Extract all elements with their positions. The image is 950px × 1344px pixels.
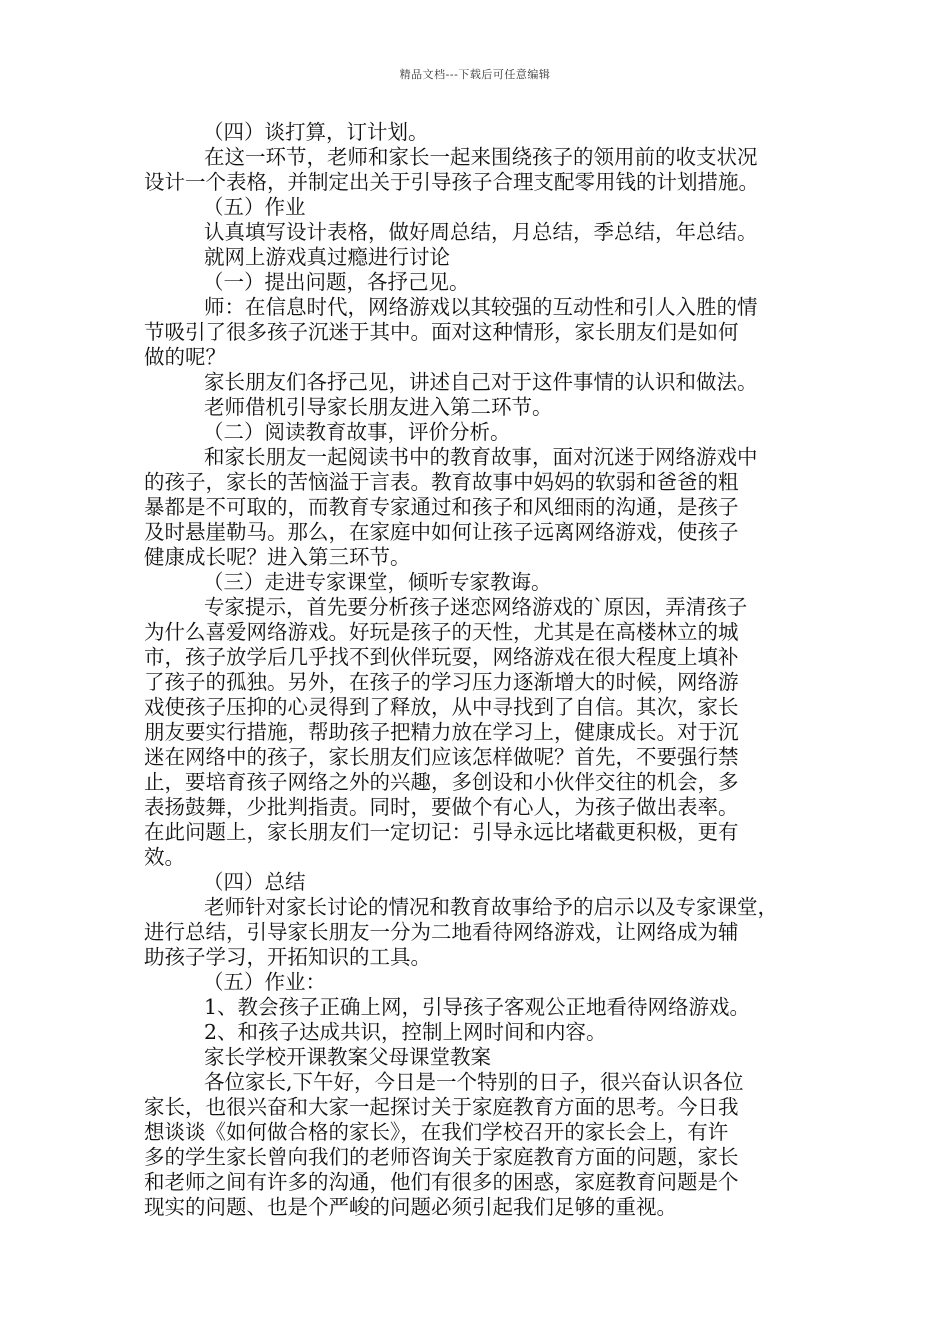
text-line: 认真填写设计表格，做好周总结，月总结，季总结，年总结。 xyxy=(204,220,758,244)
text-line: 做的呢？ xyxy=(144,345,226,369)
text-line: 止，要培育孩子网络之外的兴趣，多创设和小伙伴交往的机会，多 xyxy=(144,770,739,794)
text-line: 想谈谈《如何做合格的家长》，在我们学校召开的家长会上，有许 xyxy=(144,1120,729,1144)
text-line: 师：在信息时代，网络游戏以其较强的互动性和引人入胜的情 xyxy=(204,295,758,319)
text-line: （二）阅读教育故事，评价分析。 xyxy=(203,420,511,444)
text-line: 朋友要实行措施，帮助孩子把精力放在学习上，健康成长。对于沉 xyxy=(144,720,739,744)
text-line: 戏使孩子压抑的心灵得到了释放，从中寻找到了自信。其次，家长 xyxy=(144,695,739,719)
text-line: 设计一个表格，并制定出关于引导孩子合理支配零用钱的计划措施。 xyxy=(144,170,759,194)
text-line: 老师针对家长讨论的情况和教育故事给予的启示以及专家课堂， xyxy=(204,895,778,919)
text-line: 家长学校开课教案父母课堂教案 xyxy=(204,1045,491,1069)
text-line: 2、和孩子达成共识，控制上网时间和内容。 xyxy=(204,1020,607,1044)
text-line: 家长朋友们各抒己见，讲述自己对于这件事情的认识和做法。 xyxy=(204,370,758,394)
text-line: （一）提出问题，各抒己见。 xyxy=(203,270,470,294)
text-line: 在这一环节，老师和家长一起来围绕孩子的领用前的收支状况 xyxy=(204,145,758,169)
text-line: 老师借机引导家长朋友进入第二环节。 xyxy=(204,395,553,419)
text-line: 在此问题上，家长朋友们一定切记：引导永远比堵截更积极，更有 xyxy=(144,820,739,844)
text-line: 迷在网络中的孩子，家长朋友们应该怎样做呢？首先，不要强行禁 xyxy=(144,745,739,769)
text-line: 为什么喜爱网络游戏。好玩是孩子的天性，尤其是在高楼林立的城 xyxy=(144,620,739,644)
text-line: 暴都是不可取的，而教育专家通过和孩子和风细雨的沟通，是孩子 xyxy=(144,495,739,519)
text-line: 专家提示，首先要分析孩子迷恋网络游戏的`原因，弄清孩子 xyxy=(204,595,748,619)
text-line: 进行总结，引导家长朋友一分为二地看待网络游戏，让网络成为辅 xyxy=(144,920,739,944)
text-line: 家长，也很兴奋和大家一起探讨关于家庭教育方面的思考。今日我 xyxy=(144,1095,739,1119)
text-line: 和家长朋友一起阅读书中的教育故事，面对沉迷于网络游戏中 xyxy=(204,445,758,469)
text-line: 助孩子学习，开拓知识的工具。 xyxy=(144,945,431,969)
text-line: 健康成长呢？进入第三环节。 xyxy=(144,545,411,569)
text-line: 表扬鼓舞，少批判指责。同时，要做个有心人，为孩子做出表率。 xyxy=(144,795,739,819)
text-line: 及时悬崖勒马。那么，在家庭中如何让孩子远离网络游戏，使孩子 xyxy=(144,520,739,544)
text-line: 节吸引了很多孩子沉迷于其中。面对这种情形，家长朋友们是如何 xyxy=(144,320,739,344)
text-line: （五）作业 xyxy=(203,195,306,219)
text-line: 市，孩子放学后几乎找不到伙伴玩耍，网络游戏在很大程度上填补 xyxy=(144,645,739,669)
document-body xyxy=(144,120,824,1220)
text-line: 效。 xyxy=(144,845,185,869)
text-line: 各位家长,下午好，今日是一个特别的日子，很兴奋认识各位 xyxy=(204,1070,744,1094)
text-line: 1、教会孩子正确上网，引导孩子客观公正地看待网络游戏。 xyxy=(204,995,751,1019)
page-header: 精品文档---下载后可任意编辑 xyxy=(399,68,551,81)
text-line: （四）谈打算，订计划。 xyxy=(203,120,429,144)
text-line: （四）总结 xyxy=(203,870,306,894)
text-line: （三）走进专家课堂，倾听专家教诲。 xyxy=(203,570,552,594)
text-line: 多的学生家长曾向我们的老师咨询关于家庭教育方面的问题，家长 xyxy=(144,1145,739,1169)
text-line: 了孩子的孤独。另外，在孩子的学习压力逐渐增大的时候，网络游 xyxy=(144,670,739,694)
text-line: 的孩子，家长的苦恼溢于言表。教育故事中妈妈的软弱和爸爸的粗 xyxy=(144,470,739,494)
text-line: （五）作业： xyxy=(203,970,326,994)
text-line: 现实的问题、也是个严峻的问题必须引起我们足够的重视。 xyxy=(144,1195,677,1219)
text-line: 就网上游戏真过瘾进行讨论 xyxy=(204,245,450,269)
text-line: 和老师之间有许多的沟通，他们有很多的困惑，家庭教育问题是个 xyxy=(144,1170,739,1194)
